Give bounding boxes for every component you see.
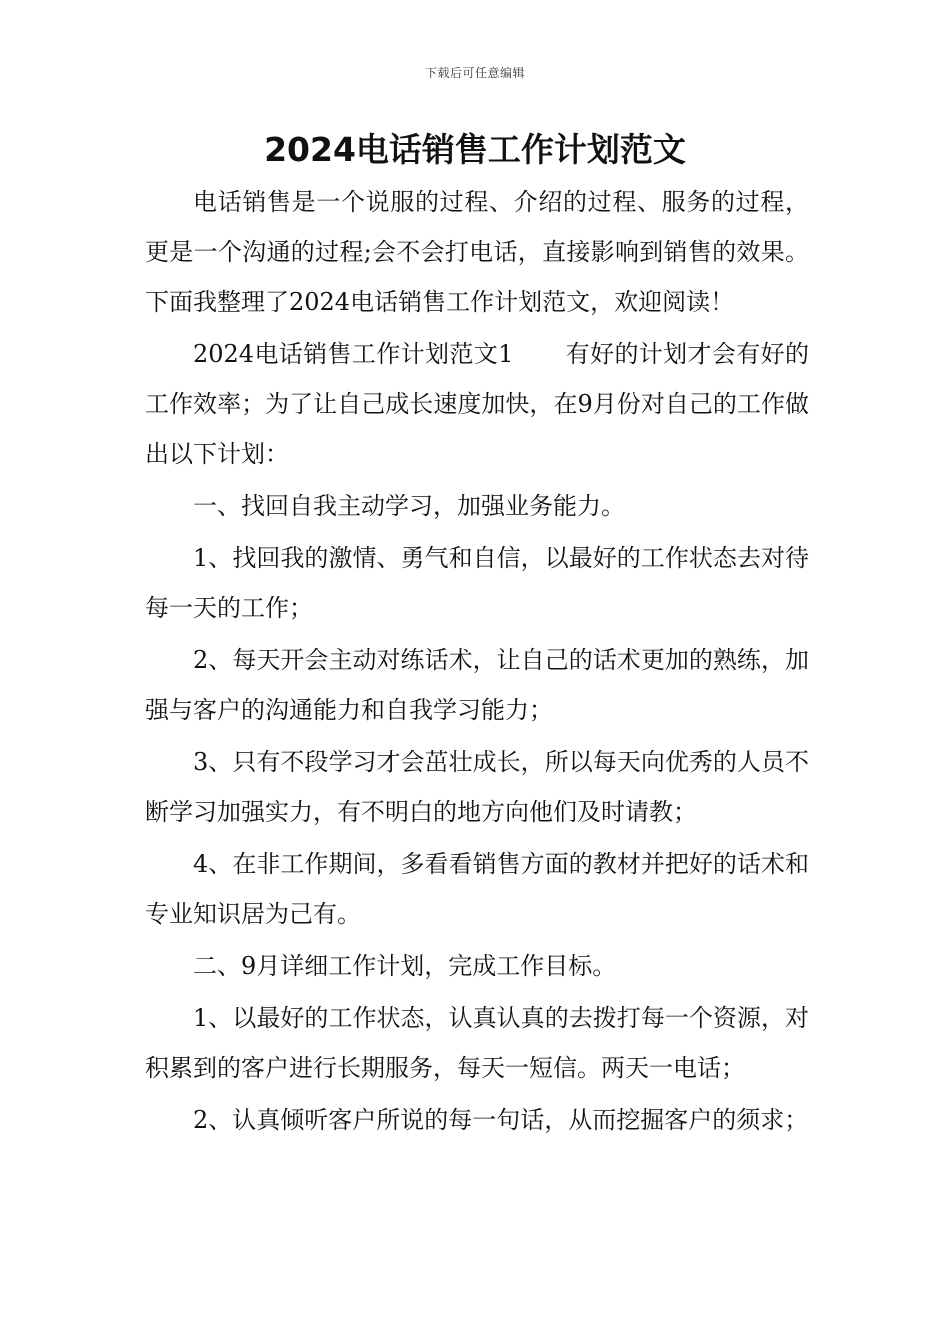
part-1-item-4: 4、在非工作期间，多看看销售方面的教材并把好的话术和专业知识居为己有。 <box>145 850 809 928</box>
part-2-item-2: 2、认真倾听客户所说的每一句话，从而挖掘客户的须求； <box>193 1106 809 1134</box>
page-title: 2024电话销售工作计划范文 <box>264 130 686 169</box>
document-body <box>145 177 809 1147</box>
part-1-item-2: 2、每天开会主动对练话术，让自己的话术更加的熟练，加强与客户的沟通能力和自我学习能力； <box>145 646 809 724</box>
part-2-heading: 二、9月详细工作计划，完成工作目标。 <box>193 952 617 980</box>
part-1-item-1: 1、找回我的激情、勇气和自信，以最好的工作状态去对待每一天的工作； <box>145 544 809 622</box>
section-1-paragraph <box>145 329 809 479</box>
part-1-item-3: 3、只有不段学习才会茁壮成长，所以每天向优秀的人员不断学习加强实力，有不明白的地方向他们及时请教； <box>145 748 809 826</box>
part-2-item-1: 1、以最好的工作状态，认真认真的去拨打每一个资源，对积累到的客户进行长期服务，每天一短信。两天一电话； <box>145 1004 809 1082</box>
header-note: 下载后可任意编辑 <box>424 66 525 80</box>
part-1-heading: 一、找回自我主动学习，加强业务能力。 <box>193 492 625 520</box>
section-1-heading: 2024电话销售工作计划范文1 <box>193 340 514 368</box>
intro-paragraph: 电话销售是一个说服的过程、介绍的过程、服务的过程，更是一个沟通的过程;会不会打电话，直接影响到销售的效果。下面我整理了2024电话销售工作计划范文，欢迎阅读！ <box>145 188 809 316</box>
section-1-text: 有好的计划才会有好的工作效率；为了让自己成长速度加快，在9月份对自己的工作做出以下计划： <box>145 340 809 468</box>
